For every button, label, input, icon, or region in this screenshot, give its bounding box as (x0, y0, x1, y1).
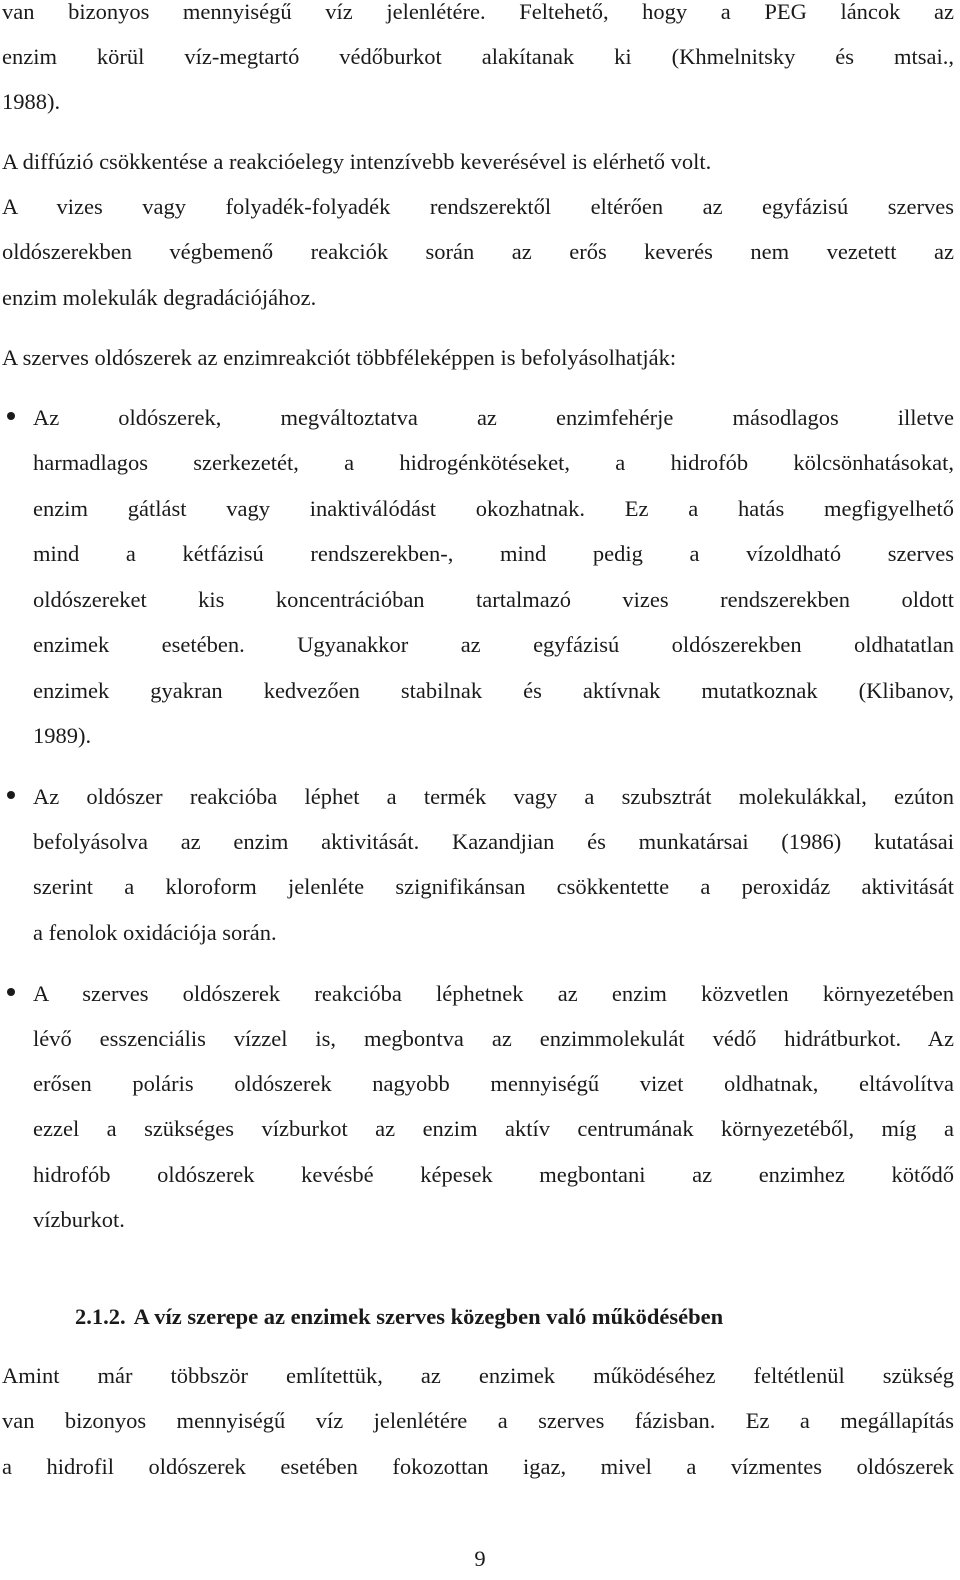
diffusion-line: A vizes vagy folyadék-folyadék rendszerektől eltérően az egyfázisú szerves (2, 194, 954, 219)
bullet-1-line: Az oldószerek, megváltoztatva az enzimfehérje másodlagos illetve (33, 405, 954, 430)
bullet-3-line: vízburkot. (33, 1207, 125, 1232)
bullet-2-line: befolyásolva az enzim aktivitását. Kazandjian és munkatársai (1986) kutatásai (33, 829, 954, 854)
bullet-dot (7, 988, 15, 996)
bullet-2-line: Az oldószer reakcióba léphet a termék vagy a szubsztrát molekulákkal, ezúton (33, 784, 954, 809)
diffusion-line: oldószerekben végbemenő reakciók során az erős keverés nem vezetett az (2, 239, 954, 264)
section-body-line: Amint már többször említettük, az enzimek működéséhez feltétlenül szükség (2, 1363, 954, 1388)
bullet-3-line: erősen poláris oldószerek nagyobb mennyiségű vizet oldhatnak, eltávolítva (33, 1071, 954, 1096)
section-title: A víz szerepe az enzimek szerves közegben való működésében (133, 1304, 724, 1329)
bullet-1-line: enzim gátlást vagy inaktiválódást okozhatnak. Ez a hatás megfigyelhető (33, 496, 954, 521)
bullet-1-line: mind a kétfázisú rendszerekben-, mind pedig a vízoldható szerves (33, 541, 954, 566)
intro-line: enzim körül víz-megtartó védőburkot alakítanak ki (Khmelnitsky és mtsai., (2, 44, 954, 69)
intro-line: 1988). (2, 89, 61, 114)
bullet-3-line: hidrofób oldószerek kevésbé képesek megbontani az enzimhez kötődő (33, 1162, 954, 1187)
bullet-3-line: A szerves oldószerek reakcióba léphetnek az enzim közvetlen környezetében (33, 981, 954, 1006)
section-body-line: van bizonyos mennyiségű víz jelenlétére a szerves fázisban. Ez a megállapítás (2, 1408, 954, 1433)
bullet-dot (7, 412, 15, 420)
bullet-3-line: ezzel a szükséges vízburkot az enzim aktív centrumának környezetéből, míg a (33, 1116, 954, 1141)
section-number: 2.1.2. (75, 1304, 126, 1329)
influence-intro: A szerves oldószerek az enzimreakciót többféleképpen is befolyásolhatják: (2, 345, 677, 370)
diffusion-line: enzim molekulák degradációjához. (2, 285, 317, 310)
section-heading (75, 1302, 723, 1332)
bullet-1-line: enzimek esetében. Ugyanakkor az egyfázisú oldószerekben oldhatatlan (33, 632, 954, 657)
bullet-dot (7, 791, 15, 799)
page-number: 9 (474, 1546, 486, 1571)
bullet-3-line: lévő esszenciális vízzel is, megbontva az enzimmolekulát védő hidrátburkot. Az (33, 1026, 954, 1051)
bullet-1-line: enzimek gyakran kedvezően stabilnak és aktívnak mutatkoznak (Klibanov, (33, 678, 954, 703)
bullet-2-line: szerint a kloroform jelenléte szignifikánsan csökkentette a peroxidáz aktivitását (33, 874, 954, 899)
bullet-1-line: 1989). (33, 723, 92, 748)
section-body-line: a hidrofil oldószerek esetében fokozottan igaz, mivel a vízmentes oldószerek (2, 1454, 954, 1479)
bullet-1-line: oldószereket kis koncentrációban tartalmazó vizes rendszerekben oldott (33, 587, 954, 612)
intro-line: van bizonyos mennyiségű víz jelenlétére. Feltehető, hogy a PEG láncok az (2, 0, 954, 24)
diffusion-line: A diffúzió csökkentése a reakcióelegy intenzívebb keverésével is elérhető volt. (2, 149, 712, 174)
bullet-2-line: a fenolok oxidációja során. (33, 920, 277, 945)
bullet-1-line: harmadlagos szerkezetét, a hidrogénkötéseket, a hidrofób kölcsönhatásokat, (33, 450, 954, 475)
